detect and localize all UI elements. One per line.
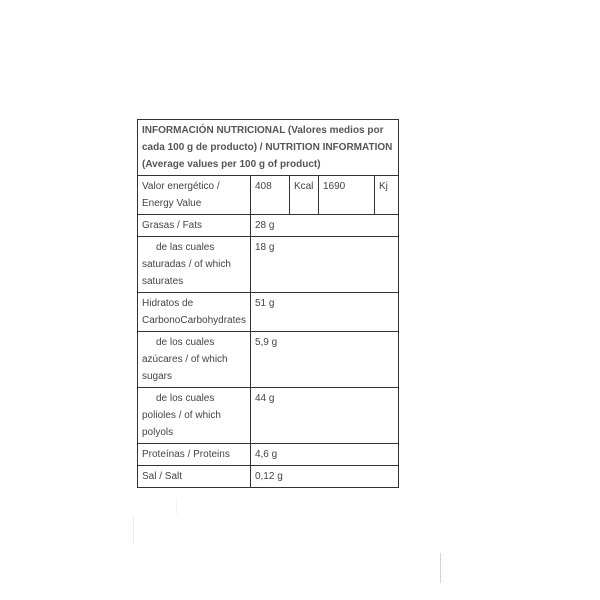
- energy-kcal-value: 408: [250, 176, 289, 215]
- row-label-saturates: [138, 237, 251, 293]
- energy-kcal-unit: Kcal: [289, 176, 318, 215]
- row-value-saturates: 18 g: [250, 237, 398, 293]
- faint-divider: [133, 516, 134, 544]
- row-value-proteins: 4,6 g: [250, 444, 398, 466]
- row-value-sugars: 5,9 g: [250, 332, 398, 388]
- row-value-fats: 28 g: [250, 215, 398, 237]
- table-title: INFORMACIÓN NUTRICIONAL (Valores medios por cada 100 g de producto) / NUTRITION INFORMATION (Average values per 100 g of product): [138, 120, 399, 176]
- energy-label: Valor energético / Energy Value: [138, 176, 251, 215]
- table-row: [138, 215, 399, 237]
- saturates-label-text: de las cuales saturadas / of which saturates: [142, 242, 231, 287]
- table-row: [138, 466, 399, 488]
- sugars-label-text: de los cuales azúcares / of which sugars: [142, 337, 228, 382]
- nutrition-table: [137, 119, 399, 488]
- text-cursor-line: [440, 553, 441, 583]
- row-label-carbohydrates: Hidratos de CarbonoCarbohydrates: [138, 293, 251, 332]
- row-label-salt: Sal / Salt: [138, 466, 251, 488]
- energy-kj-unit: Kj: [374, 176, 398, 215]
- energy-kj-value: 1690: [318, 176, 374, 215]
- table-row: [138, 237, 399, 293]
- row-label-polyols: [138, 388, 251, 444]
- row-label-proteins: Proteínas / Proteins: [138, 444, 251, 466]
- row-label-sugars: [138, 332, 251, 388]
- table-header-row: [138, 120, 399, 176]
- row-value-polyols: 44 g: [250, 388, 398, 444]
- row-label-fats: Grasas / Fats: [138, 215, 251, 237]
- faint-divider: [176, 498, 177, 514]
- table-row: [138, 444, 399, 466]
- energy-row: [138, 176, 399, 215]
- row-value-carbohydrates: 51 g: [250, 293, 398, 332]
- row-value-salt: 0,12 g: [250, 466, 398, 488]
- polyols-label-text: de los cuales polioles / of which polyols: [142, 393, 221, 438]
- table-row: [138, 332, 399, 388]
- table-row: [138, 293, 399, 332]
- table-row: [138, 388, 399, 444]
